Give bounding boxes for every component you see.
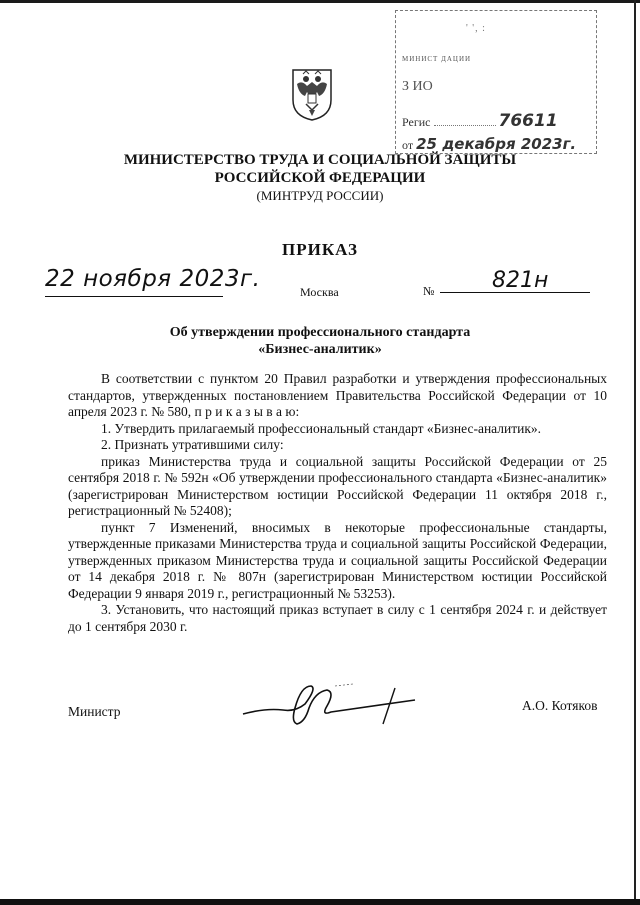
clause-1-paragraph: 1. Утвердить прилагаемый профессиональный стандарт «Бизнес-аналитик». — [101, 420, 542, 436]
order-title-line1: Об утверждении профессионального стандарта — [169, 325, 471, 340]
document-type-heading: ПРИКАЗ — [282, 240, 358, 259]
order-body — [68, 371, 607, 635]
scan-edge-right — [634, 0, 636, 905]
ministry-name-line1: МИНИСТЕРСТВО ТРУДА И СОЦИАЛЬНОЙ ЗАЩИТЫ — [123, 152, 517, 168]
clause-2-paragraph: 2. Признать утратившими силу: — [101, 437, 284, 452]
stamp-line-ministry: МИНИСТ ДАЦИИ — [402, 55, 472, 63]
stamp-date-row — [402, 135, 576, 153]
stamp-top-mark: ' ', : — [466, 23, 486, 34]
order-number-sign: № — [423, 284, 435, 298]
preamble-paragraph: В соответствии с пунктом 20 Правил разработки и утверждения профессиональных стандартов, утвержденных постановлением Правительства Российской Федерации от 10 апреля 2023 г. № 580, п р и к а з ы в а ю: — [68, 371, 607, 419]
ministry-name-line2: РОССИЙСКОЙ ФЕДЕРАЦИИ — [214, 170, 426, 186]
repealed-order-paragraph: приказ Министерства труда и социальной защиты Российской Федерации от 25 сентября 2018 г. № 592н «Об утверждении профессионального стандарта «Бизнес-аналитик» (зарегистрирован Министерством юстиции Российской Федерации 11 октября 2018 г., регистрационный № 52408); — [68, 453, 607, 518]
stamp-registration-number: 76611 — [498, 111, 558, 131]
stamp-registration-date: 25 декабря 2023г. — [416, 135, 577, 153]
stamp-registration-label: Регис — [402, 115, 431, 129]
stamp-registration-row — [402, 111, 558, 131]
order-title-line2: «Бизнес-аналитик» — [258, 342, 382, 357]
stamp-line-registered: З ИО — [402, 79, 433, 94]
order-city: Москва — [300, 285, 339, 299]
coat-of-arms-emblem-icon — [289, 66, 335, 122]
scan-edge-top — [0, 0, 640, 3]
stamp-date-label: от — [402, 138, 414, 152]
date-underline — [45, 296, 223, 297]
scan-edge-bottom — [0, 899, 640, 905]
handwritten-signature-icon — [235, 678, 425, 728]
order-number-handwritten: 821н — [492, 268, 549, 293]
order-date-handwritten: 22 ноября 2023г. — [45, 266, 261, 292]
signer-role: Министр — [68, 704, 121, 719]
signer-name: А.О. Котяков — [522, 698, 598, 713]
ministry-short-name: (МИНТРУД РОССИИ) — [256, 188, 384, 203]
clause-3-paragraph: 3. Установить, что настоящий приказ вступает в силу с 1 сентября 2024 г. и действует до 1 сентября 2030 г. — [68, 602, 607, 634]
registration-stamp — [395, 10, 597, 154]
repealed-item-paragraph: пункт 7 Изменений, вносимых в некоторые профессиональные стандарты, утвержденные приказами Министерства труда и социальной защиты Российской Федерации, утвержденных приказом Министерства труда и социальной защиты Российской Федерации от 14 декабря 2018 г. № 807н (зарегистрирован Министерством юстиции Российской Федерации 9 января 2019 г., регистрационный № 53253). — [68, 519, 607, 601]
